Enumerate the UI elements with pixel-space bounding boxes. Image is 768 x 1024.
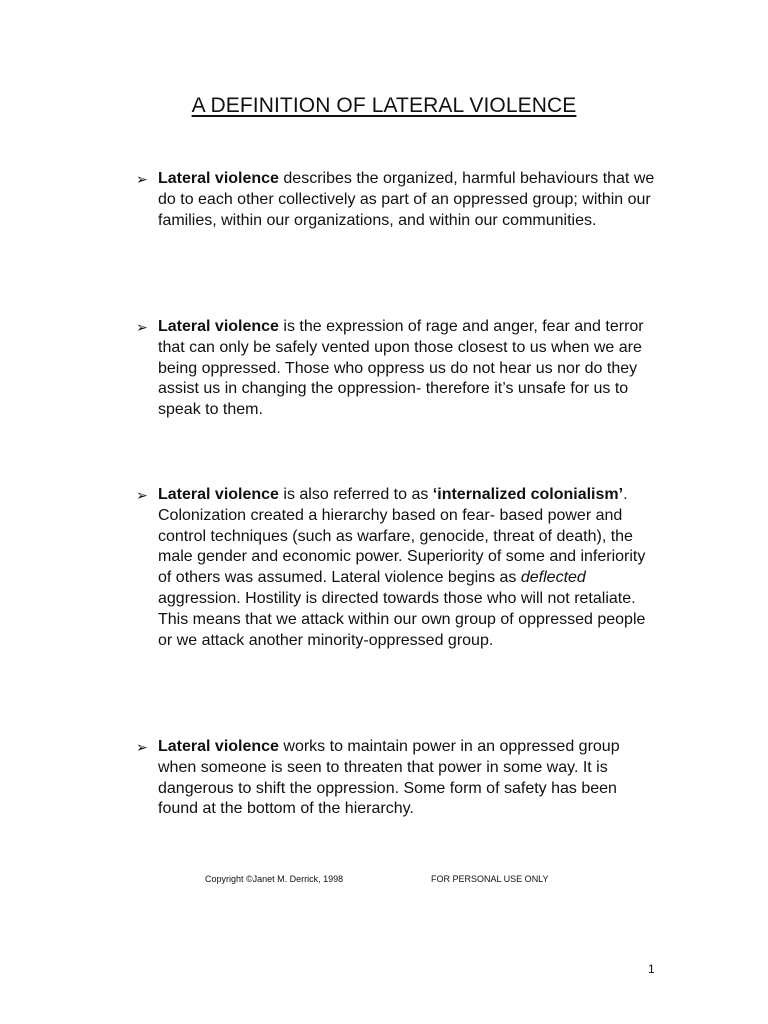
- term-label: Lateral violence: [158, 738, 279, 755]
- term-label: Lateral violence: [158, 318, 279, 335]
- list-item: [136, 169, 656, 231]
- item-body: works to maintain power in an oppressed group when someone is seen to threaten that power in some way. It is dangerous to shift the oppression. Some form of safety has been found at the bottom of the hierarchy.: [158, 738, 620, 818]
- item-body-part-a: is also referred to as: [278, 486, 433, 503]
- item-body-part-c: aggression. Hostility is directed towards those who will not retaliate. This means that we attack within our own group of oppressed people or we attack another minority-oppressed group.: [158, 589, 646, 649]
- item-body-part-b: . Colonization created a hierarchy based on fear- based power and control techniques (such as warfare, genocide, threat of death), the male gender and economic power. Superiority of some and inferiority of others was assumed. Lateral violence begins as: [158, 486, 646, 587]
- list-item-text: [158, 317, 656, 421]
- arrow-bullet-icon: ➢: [136, 171, 148, 187]
- item-body: is the expression of rage and anger, fear and terror that can only be safely vented upon those closest to us when we are being oppressed. Those who oppress us do not hear us nor do they assist us in changing the oppression- therefore it’s unsafe for us to speak to them.: [158, 318, 644, 419]
- list-item-text: [158, 737, 656, 820]
- arrow-bullet-icon: ➢: [136, 319, 148, 335]
- page-title: A DEFINITION OF LATERAL VIOLENCE: [191, 94, 577, 117]
- usage-notice: FOR PERSONAL USE ONLY: [431, 874, 549, 884]
- list-item-text: [158, 169, 656, 231]
- term-label: Lateral violence: [158, 170, 279, 187]
- term-label: Lateral violence: [158, 486, 279, 503]
- copyright-notice: Copyright ©Janet M. Derrick, 1998: [205, 874, 344, 884]
- emphasized-word: deflected: [520, 569, 586, 587]
- page-number: 1: [648, 962, 655, 976]
- list-item-text: [158, 485, 656, 651]
- quoted-term: ‘internalized colonialism’: [432, 486, 624, 503]
- list-item: [136, 737, 656, 820]
- item-body: describes the organized, harmful behaviours that we do to each other collectively as part of an oppressed group; within our families, within our organizations, and within our communities.: [158, 170, 655, 229]
- list-item: [136, 317, 656, 421]
- arrow-bullet-icon: ➢: [136, 487, 148, 503]
- list-item: [136, 485, 656, 651]
- arrow-bullet-icon: ➢: [136, 739, 148, 755]
